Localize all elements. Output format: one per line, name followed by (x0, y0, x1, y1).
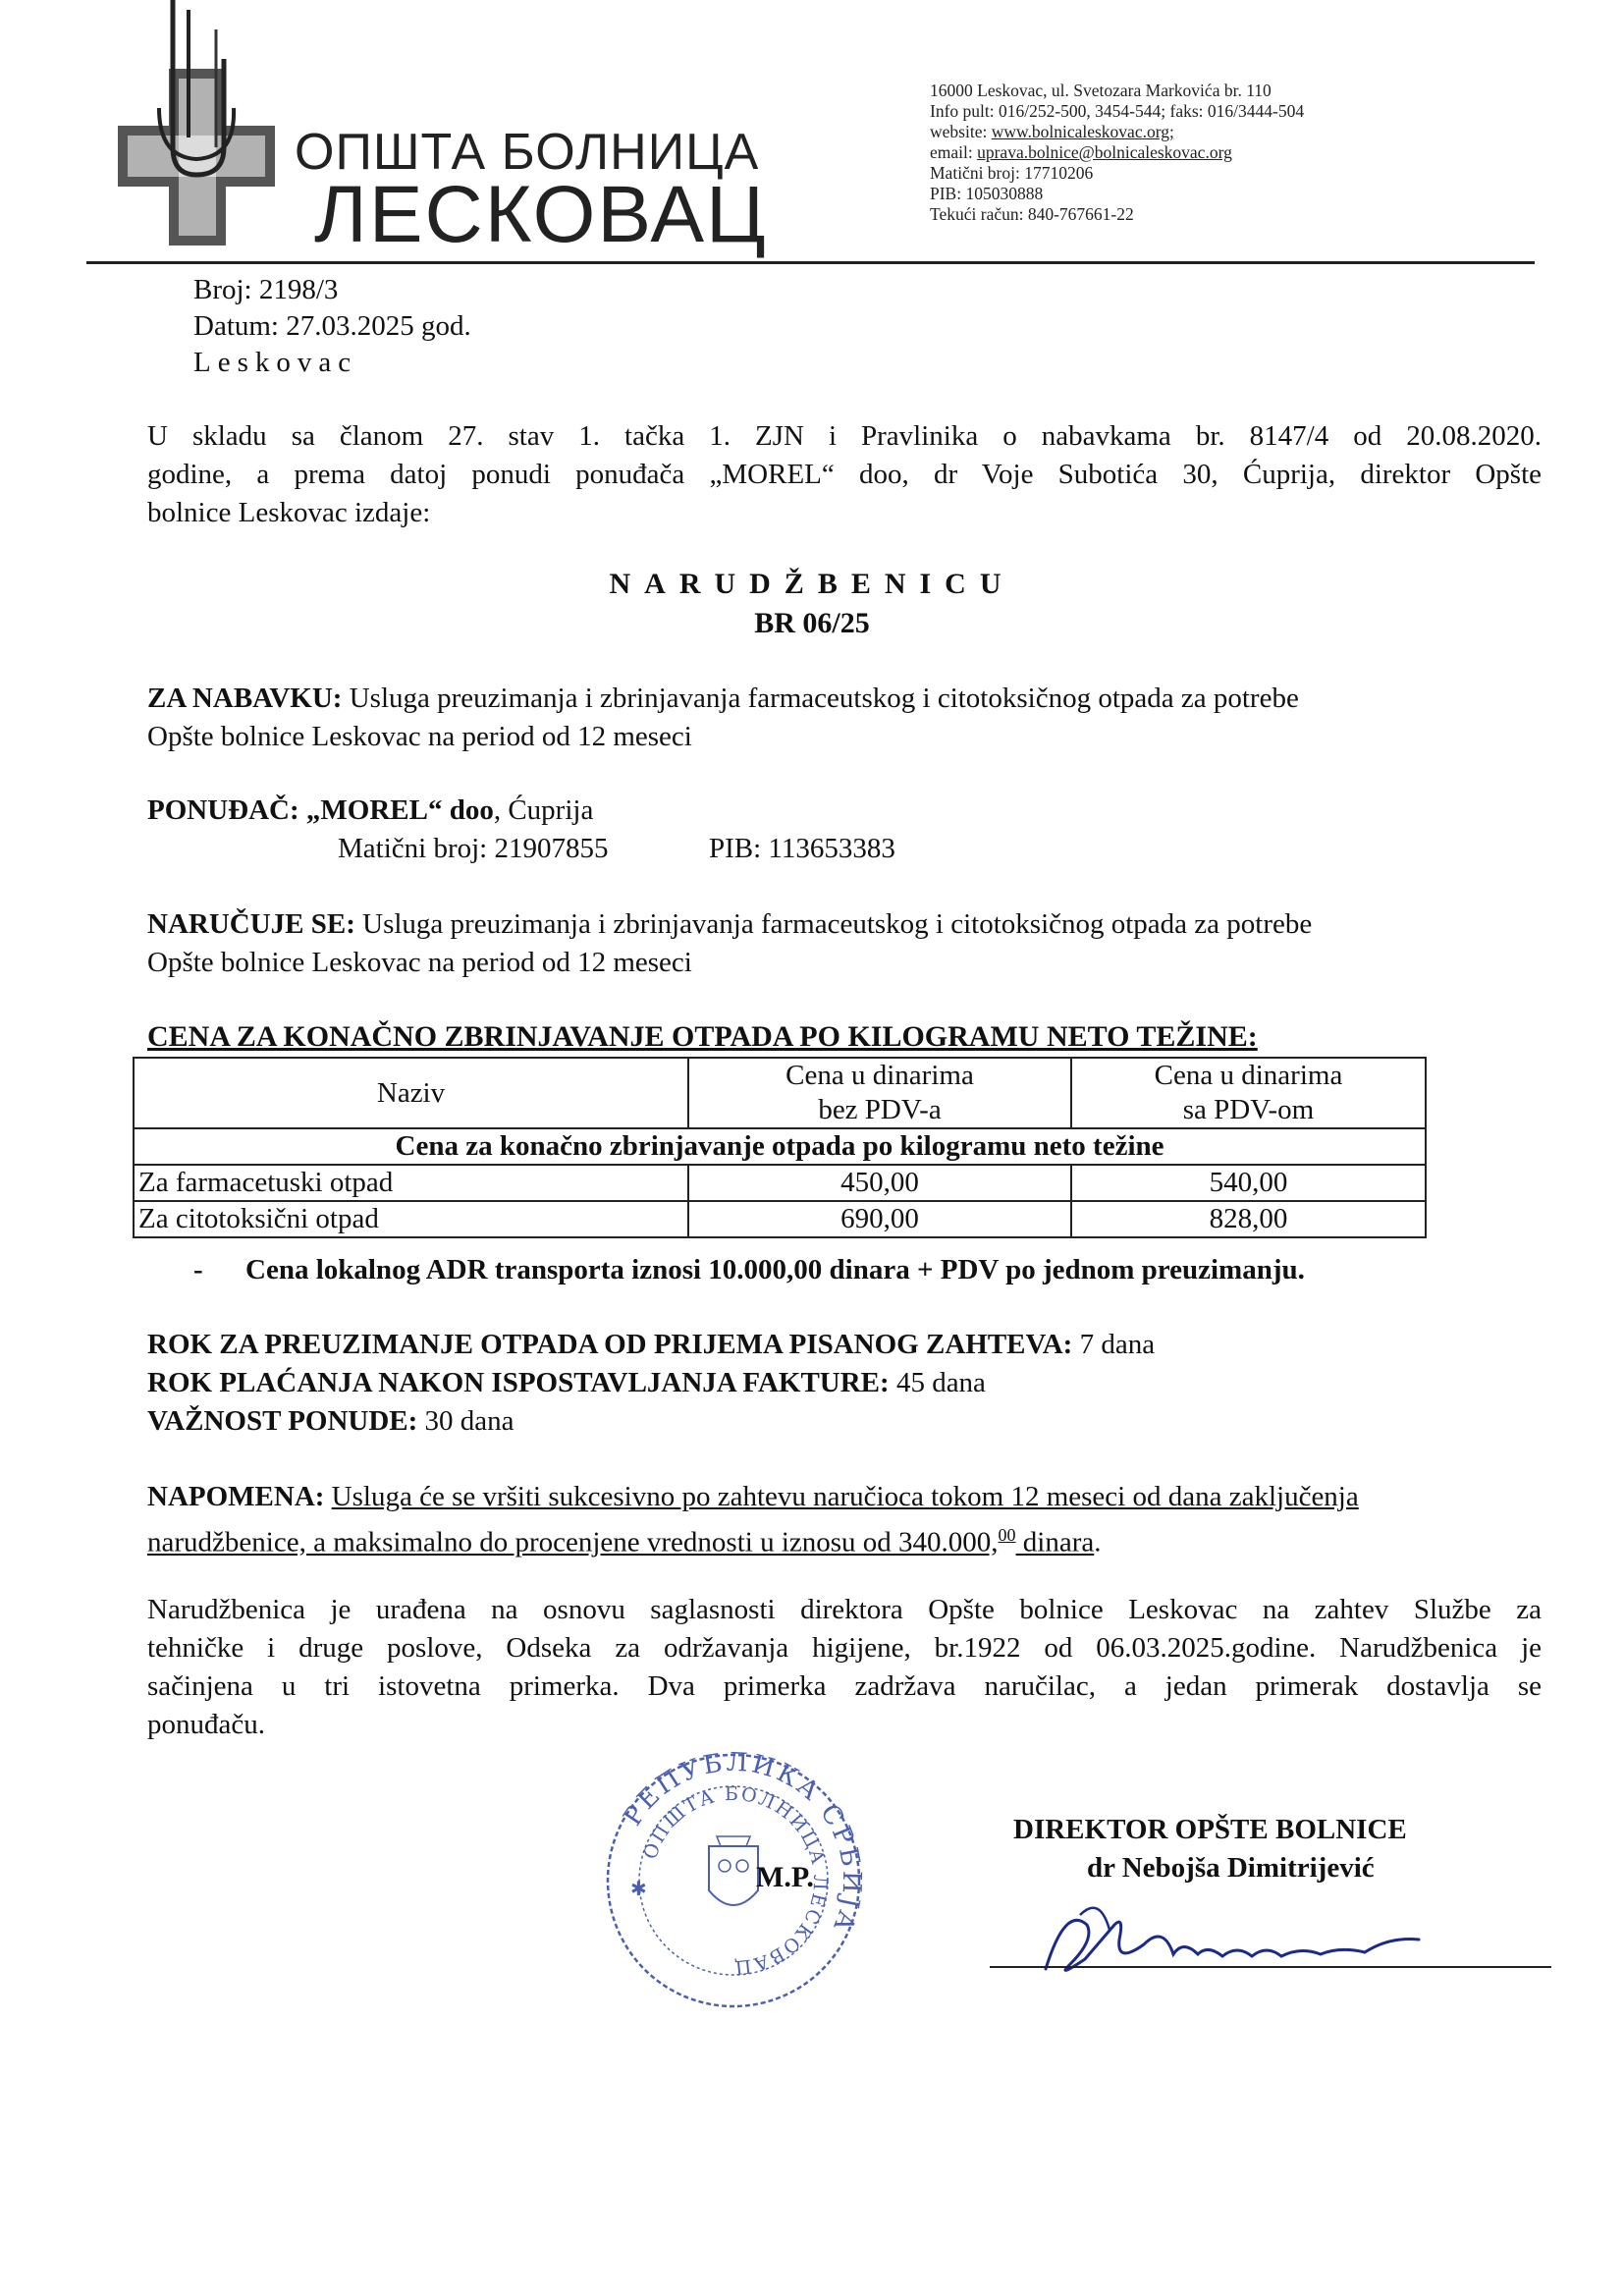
handwritten-signature (1026, 1886, 1458, 1994)
price-heading: CENA ZA KONAČNO ZBRINJAVANJE OTPADA PO KILOGRAMU NETO TEŽINE: (147, 1020, 1258, 1053)
document-number: Broj: 2198/3 (193, 274, 339, 305)
intro-line-1: U skladu sa članom 27. stav 1. tačka 1. ZJN i Pravlinika o nabavkama br. 8147/4 od 20.08.2020. (147, 420, 1542, 452)
info-phone: Info pult: 016/252-500, 3454-544; faks: 016/3444-504 (930, 101, 1305, 121)
procurement-text-2: Opšte bolnice Leskovac na period od 12 meseci (147, 721, 692, 752)
row-name: Za farmacetuski otpad (134, 1165, 688, 1201)
payment-deadline-value: 45 dana (889, 1367, 986, 1398)
row-price-vat: 540,00 (1071, 1165, 1426, 1201)
table-row (134, 1201, 1426, 1237)
supplier-label: PONUĐAČ: (147, 794, 299, 826)
procurement-line-1 (147, 680, 1299, 718)
pickup-deadline (147, 1326, 1155, 1364)
note-label: NAPOMENA: (147, 1481, 325, 1512)
pickup-deadline-label: ROK ZA PREUZIMANJE OTPADA OD PRIJEMA PISANOG ZAHTEVA: (147, 1329, 1073, 1360)
header-name: Naziv (134, 1058, 688, 1128)
contact-block (930, 81, 1304, 225)
director-title: DIREKTOR OPŠTE BOLNICE (1013, 1814, 1407, 1845)
table-row (134, 1165, 1426, 1201)
ordered-line-1 (147, 905, 1312, 944)
transport-dash: - (193, 1254, 203, 1285)
closing-line-2: tehničke i druge poslove, Odseka za održavanja higijene, br.1922 od 06.03.2025.godine. Narudžbenica je (147, 1632, 1542, 1664)
header-vat-line1: Cena u dinarima (1154, 1060, 1343, 1091)
order-title: NARUDŽBENICU (609, 568, 1015, 600)
note-text-end: . (1094, 1526, 1102, 1558)
note-text-2a: narudžbenice, a maksimalno do procenjene vrednosti u iznosu od 340.000, (147, 1526, 999, 1558)
intro-line-2: godine, a prema datoj ponudi ponuđača „MOREL“ doo, dr Voje Subotića 30, Ćuprija, direktor Opšte (147, 459, 1542, 490)
website-label: website: (930, 122, 992, 141)
seal-label: M.P. (756, 1861, 814, 1893)
document-city: Leskovac (193, 347, 358, 378)
note-text-1: Usluga će se vršiti sukcesivno po zahtevu naručioca tokom 12 meseci od dana zaključenja (331, 1481, 1359, 1512)
supplier-name: „MOREL“ doo (305, 794, 494, 826)
header-no-vat (688, 1058, 1071, 1128)
offer-validity (147, 1402, 514, 1441)
row-price-no-vat: 690,00 (688, 1201, 1071, 1237)
note-line-2 (147, 1516, 1102, 1562)
closing-line-4: ponuđaču. (147, 1709, 265, 1740)
email-line (930, 142, 1304, 163)
tax-id: PIB: 105030888 (930, 184, 1044, 203)
supplier-tax-id: PIB: 113653383 (709, 833, 895, 864)
hospital-name-line2: ЛЕСКОВАЦ (314, 170, 768, 259)
note-line-1 (147, 1478, 1359, 1516)
row-price-vat: 828,00 (1071, 1201, 1426, 1237)
document-title (0, 565, 1624, 643)
ordered-text-2: Opšte bolnice Leskovac na period od 12 meseci (147, 947, 692, 978)
table-section-row (134, 1128, 1426, 1165)
note-superscript: 00 (998, 1525, 1016, 1545)
email-label: email: (930, 142, 978, 162)
row-name: Za citotoksični otpad (134, 1201, 688, 1237)
intro-line-3: bolnice Leskovac izdaje: (147, 497, 431, 528)
offer-validity-label: VAŽNOST PONUDE: (147, 1405, 418, 1437)
payment-deadline (147, 1364, 986, 1402)
signature-line (990, 1966, 1551, 1968)
header-divider (86, 261, 1535, 264)
table-header-row (134, 1058, 1426, 1128)
header-no-vat-line2: bez PDV-a (818, 1094, 942, 1125)
stamp-inner-text: ОПШТА БОЛНИЦА ЛЕСКОВАЦ (639, 1782, 832, 1979)
director-name: dr Nebojša Dimitrijević (1087, 1852, 1375, 1884)
transport-note: Cena lokalnog ADR transporta iznosi 10.000,00 dinara + PDV po jednom preuzimanju. (245, 1254, 1305, 1285)
header-no-vat-line1: Cena u dinarima (785, 1060, 974, 1091)
registration-number: Matični broj: 17710206 (930, 163, 1094, 183)
procurement-label: ZA NABAVKU: (147, 683, 343, 714)
row-price-no-vat: 450,00 (688, 1165, 1071, 1201)
section-title: Cena za konačno zbrinjavanje otpada po kilogramu neto težine (134, 1128, 1426, 1165)
note-text-2b: dinara (1015, 1526, 1095, 1558)
offer-validity-value: 30 dana (417, 1405, 514, 1437)
website-line (930, 122, 1304, 142)
supplier-registration: Matični broj: 21907855 (338, 833, 609, 864)
price-table (133, 1057, 1427, 1238)
svg-text:✱: ✱ (630, 1877, 647, 1900)
pickup-deadline-value: 7 dana (1072, 1329, 1156, 1360)
address: 16000 Leskovac, ul. Svetozara Markovića br. 110 (930, 81, 1272, 100)
order-number: BR 06/25 (754, 607, 870, 639)
supplier-city: , Ćuprija (493, 794, 594, 826)
supplier-line (147, 792, 593, 830)
hospital-name-line1: ОПШТА БОЛНИЦА (295, 124, 760, 181)
bank-account: Tekući račun: 840-767661-22 (930, 204, 1134, 224)
hospital-logo (108, 0, 275, 255)
procurement-text-1: Usluga preuzimanja i zbrinjavanja farmaceutskog i citotoksičnog otpada za potrebe (342, 683, 1299, 714)
website-link[interactable]: www.bolnicaleskovac.org; (991, 122, 1174, 141)
document-date: Datum: 27.03.2025 god. (193, 310, 471, 342)
closing-line-1: Narudžbenica je urađena na osnovu saglasnosti direktora Opšte bolnice Leskovac na zahtev Službe za (147, 1594, 1542, 1625)
stamp-outer-text: РЕПУБЛИКА СРБИЈА (618, 1748, 866, 1939)
ordered-label: NARUČUJE SE: (147, 908, 355, 940)
closing-line-3: sačinjena u tri istovetna primerka. Dva primerka zadržava naručilac, a jedan primerak dostavlja se (147, 1670, 1542, 1702)
email-link[interactable]: uprava.bolnice@bolnicaleskovac.org (977, 142, 1232, 162)
header-vat (1071, 1058, 1426, 1128)
payment-deadline-label: ROK PLAĆANJA NAKON ISPOSTAVLJANJA FAKTURE: (147, 1367, 890, 1398)
header-vat-line2: sa PDV-om (1182, 1094, 1315, 1125)
official-stamp (601, 1748, 866, 2013)
ordered-text-1: Usluga preuzimanja i zbrinjavanja farmaceutskog i citotoksičnog otpada za potrebe (354, 908, 1313, 940)
document-meta (193, 272, 471, 381)
